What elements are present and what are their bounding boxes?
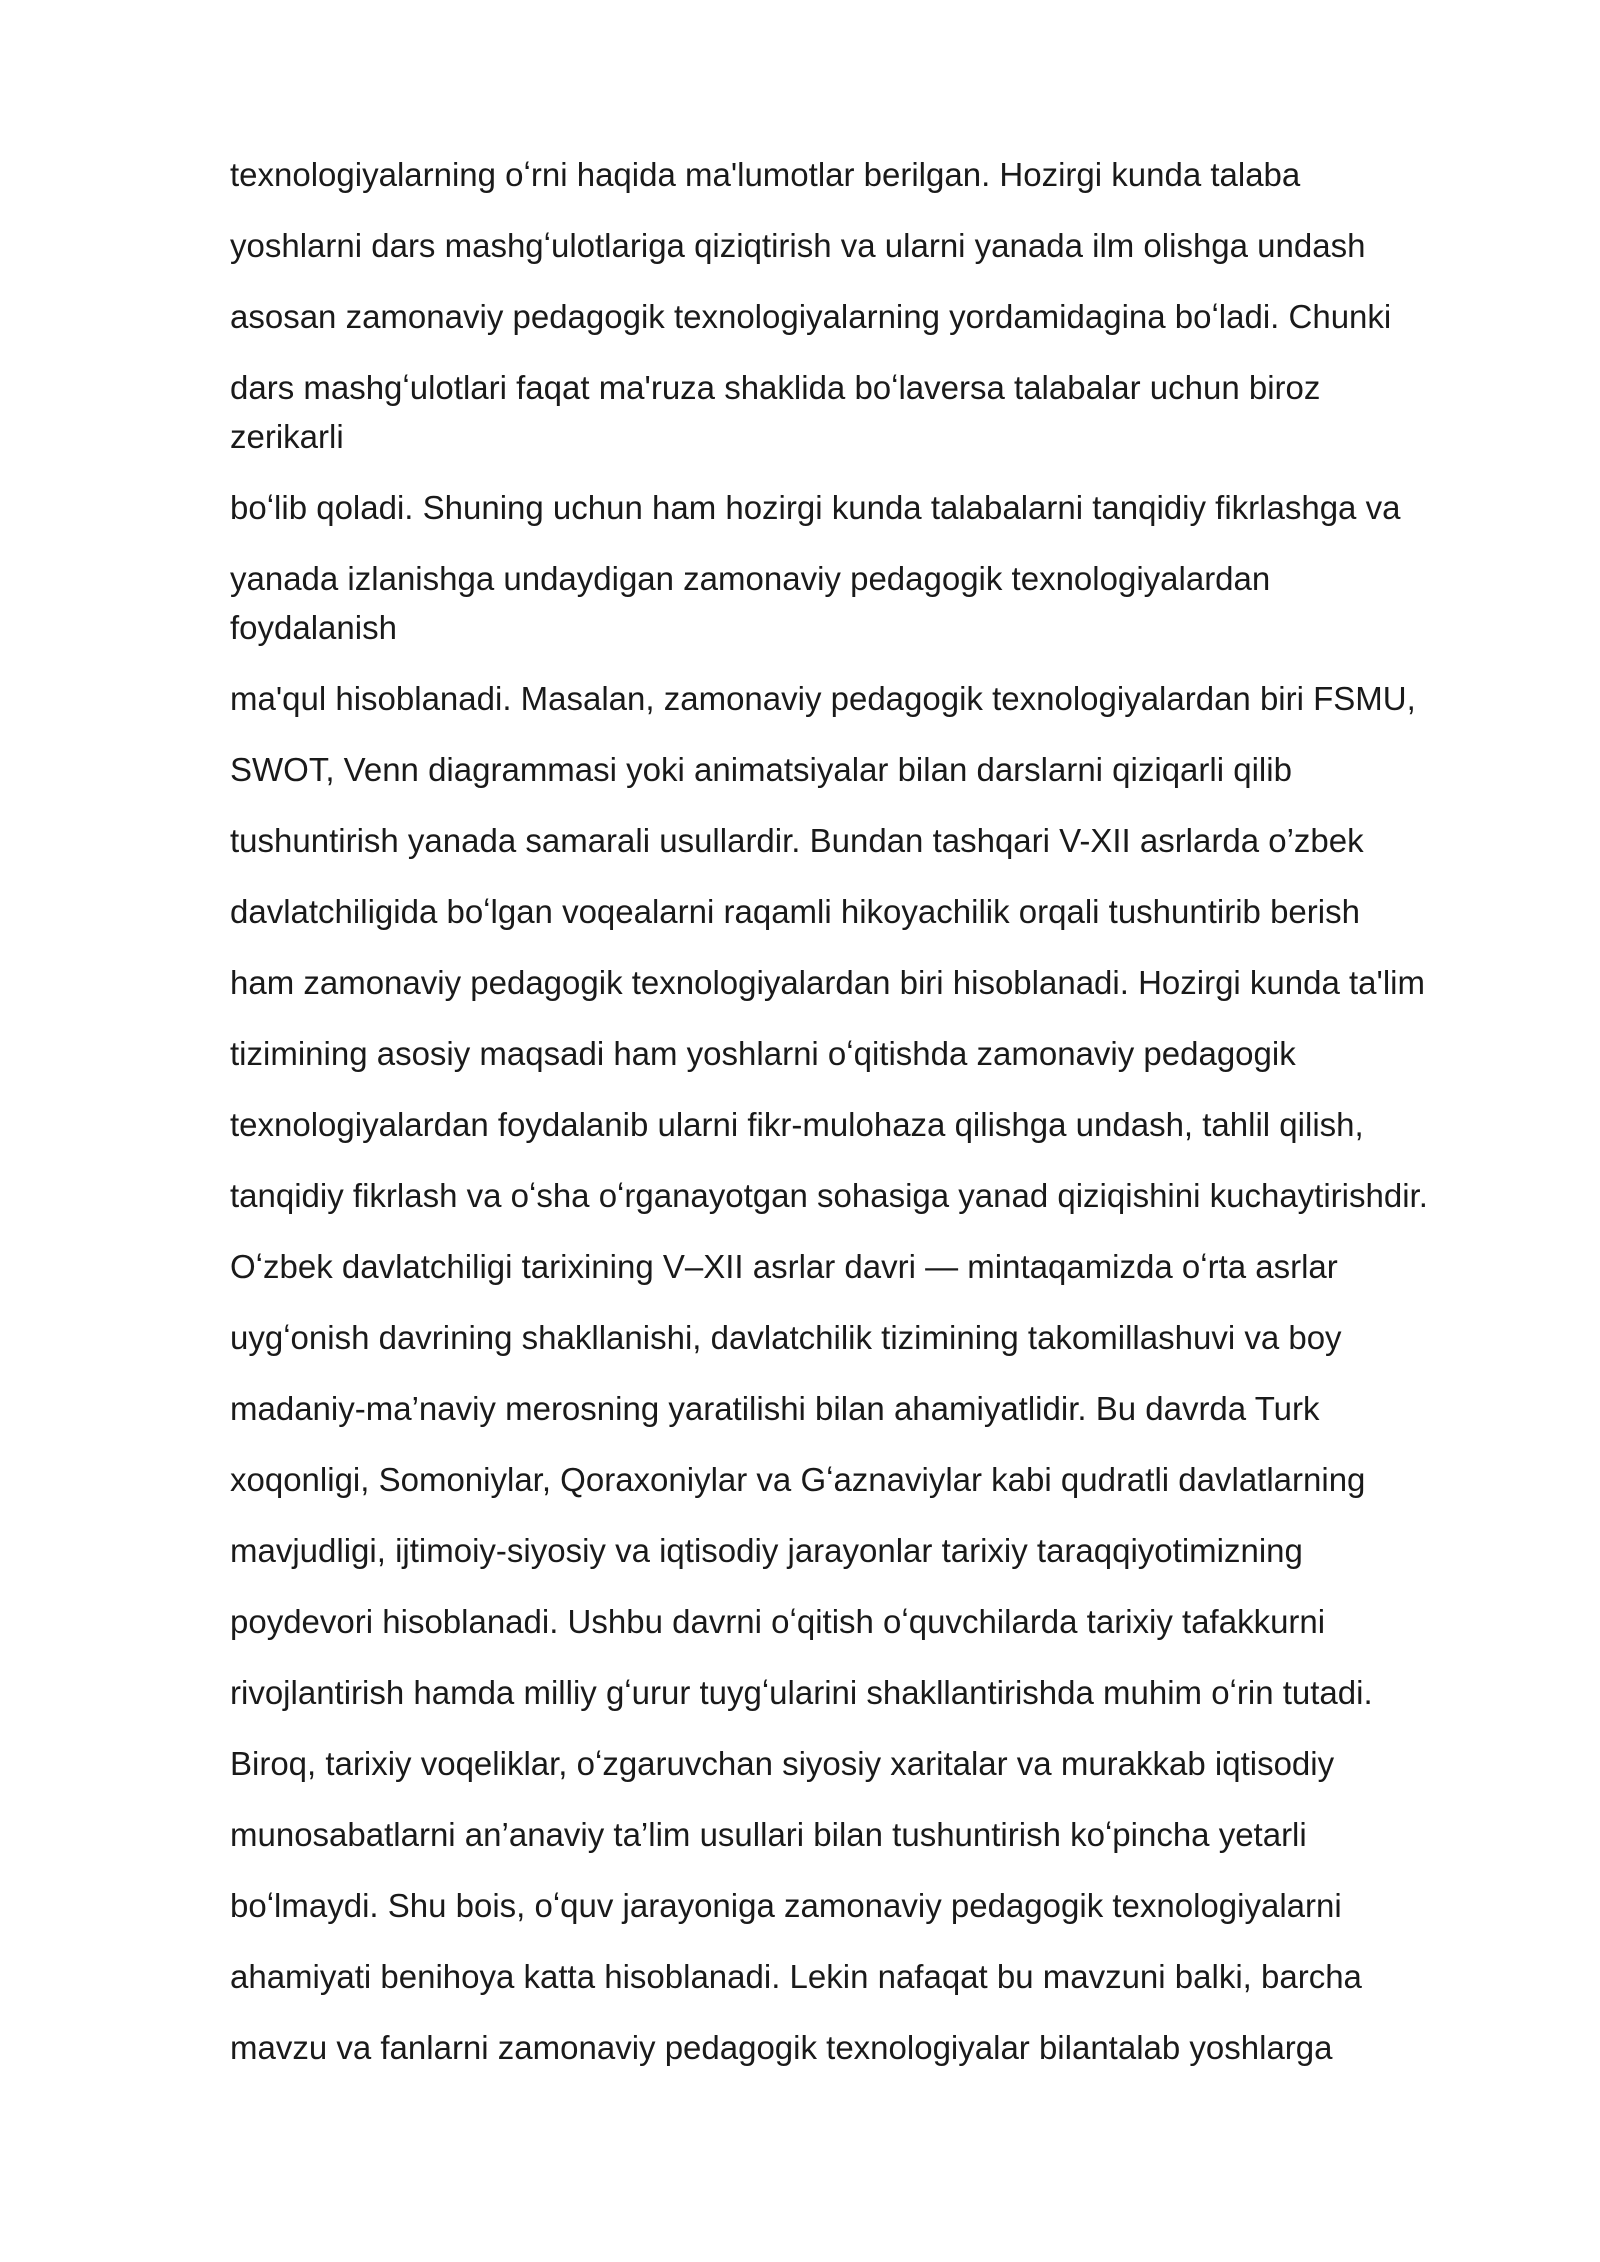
text-line: madaniy-ma’naviy merosning yaratilishi bilan ahamiyatlidir. Bu davrda Turk — [230, 1390, 1320, 1427]
text-line: mavjudligi, ijtimoiy-siyosiy va iqtisodiy jarayonlar tarixiy taraqqiyotimizning — [230, 1532, 1303, 1569]
text-line: boʻlmaydi. Shu bois, oʻquv jarayoniga zamonaviy pedagogik texnologiyalarni — [230, 1887, 1342, 1924]
text-line: yanada izlanishga undaydigan zamonaviy pedagogik texnologiyalardan — [230, 560, 1271, 597]
text-line: Oʻzbek davlatchiligi tarixining V–XII asrlar davri — mintaqamizda oʻrta asrlar — [230, 1248, 1338, 1285]
text-line: poydevori hisoblanadi. Ushbu davrni oʻqitish oʻquvchilarda tarixiy tafakkurni — [230, 1603, 1326, 1640]
text-line: texnologiyalardan foydalanib ularni fikr-mulohaza qilishga undash, tahlil qilish, — [230, 1106, 1364, 1143]
text-line: rivojlantirish hamda milliy gʻurur tuygʻularini shakllantirishda muhim oʻrin tutadi. — [230, 1674, 1373, 1711]
text-line: zerikarli — [230, 418, 344, 455]
document-body-text — [230, 150, 1530, 2094]
text-line: Biroq, tarixiy voqeliklar, oʻzgaruvchan siyosiy xaritalar va murakkab iqtisodiy — [230, 1745, 1335, 1782]
text-line: tushuntirish yanada samarali usullardir. Bundan tashqari V-XII asrlarda o’zbek — [230, 822, 1364, 859]
text-line: boʻlib qoladi. Shuning uchun ham hozirgi kunda talabalarni tanqidiy fikrlashga va — [230, 489, 1401, 526]
text-line: dars mashgʻulotlari faqat ma'ruza shaklida boʻlaversa talabalar uchun biroz — [230, 369, 1321, 406]
text-line: SWOT, Venn diagrammasi yoki animatsiyalar bilan darslarni qiziqarli qilib — [230, 751, 1292, 788]
text-line: texnologiyalarning oʻrni haqida ma'lumotlar berilgan. Hozirgi kunda talaba — [230, 156, 1301, 193]
text-line: foydalanish — [230, 609, 397, 646]
text-line: tizimining asosiy maqsadi ham yoshlarni oʻqitishda zamonaviy pedagogik — [230, 1035, 1296, 1072]
text-line: xoqonligi, Somoniylar, Qoraxoniylar va Gʻaznaviylar kabi qudratli davlatlarning — [230, 1461, 1366, 1498]
text-line: ma'qul hisoblanadi. Masalan, zamonaviy pedagogik texnologiyalardan biri FSMU, — [230, 680, 1416, 717]
text-line: davlatchiligida boʻlgan voqealarni raqamli hikoyachilik orqali tushuntirib berish — [230, 893, 1360, 930]
text-line: asosan zamonaviy pedagogik texnologiyalarning yordamidagina boʻladi. Chunki — [230, 298, 1392, 335]
text-line: munosabatlarni an’anaviy ta’lim usullari bilan tushuntirish koʻpincha yetarli — [230, 1816, 1307, 1853]
text-line: tanqidiy fikrlash va oʻsha oʻrganayotgan sohasiga yanad qiziqishini kuchaytirishdir. — [230, 1177, 1428, 1214]
text-line: ham zamonaviy pedagogik texnologiyalardan biri hisoblanadi. Hozirgi kunda ta'lim — [230, 964, 1425, 1001]
text-line: uygʻonish davrining shakllanishi, davlatchilik tizimining takomillashuvi va boy — [230, 1319, 1342, 1356]
text-line: yoshlarni dars mashgʻulotlariga qiziqtirish va ularni yanada ilm olishga undash — [230, 227, 1366, 264]
text-line: mavzu va fanlarni zamonaviy pedagogik texnologiyalar bilantalab yoshlarga — [230, 2029, 1333, 2066]
text-line: ahamiyati benihoya katta hisoblanadi. Lekin nafaqat bu mavzuni balki, barcha — [230, 1958, 1362, 1995]
